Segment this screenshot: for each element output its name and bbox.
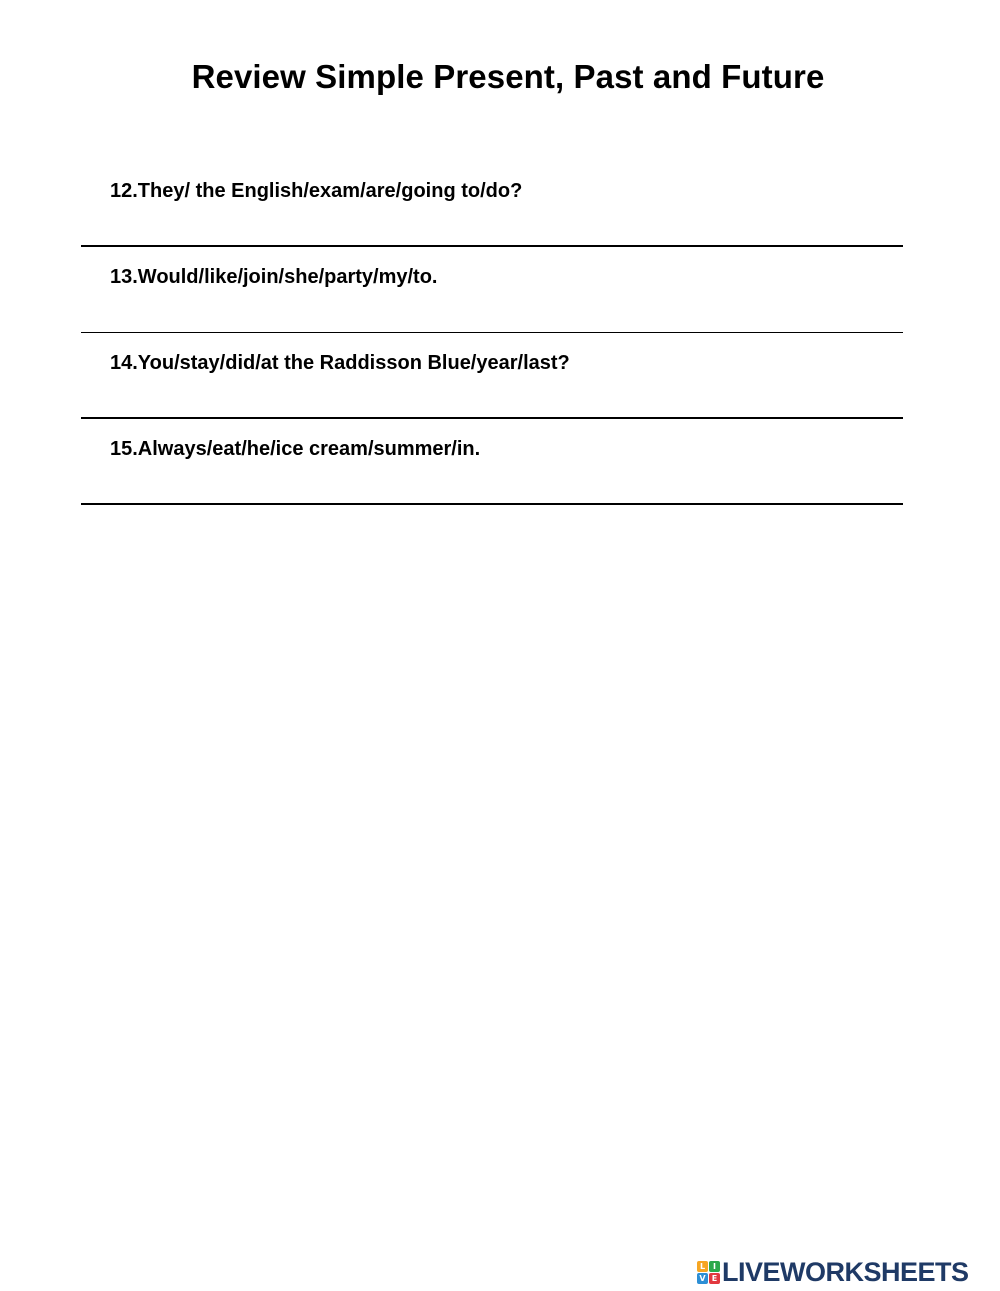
answer-line-15[interactable] [81, 503, 903, 505]
page-title: Review Simple Present, Past and Future [191, 58, 825, 95]
answer-line-14[interactable] [81, 417, 903, 419]
liveworksheets-logo [697, 1257, 969, 1287]
logo-block-v: V [697, 1273, 708, 1284]
logo-block-e: E [709, 1273, 720, 1284]
question-15: 15.Always/eat/he/ice cream/summer/in. [110, 438, 481, 460]
logo-block-l: L [697, 1261, 708, 1272]
answer-line-13[interactable] [81, 332, 903, 333]
question-12: 12.They/ the English/exam/are/going to/do? [110, 180, 523, 202]
logo-block-i: I [709, 1261, 720, 1272]
question-13: 13.Would/like/join/she/party/my/to. [110, 266, 438, 288]
logo-text: LIVEWORKSHEETS [722, 1256, 969, 1287]
answer-line-12[interactable] [81, 245, 903, 247]
question-14: 14.You/stay/did/at the Raddisson Blue/year/last? [110, 352, 570, 374]
live-blocks-icon [697, 1261, 720, 1284]
